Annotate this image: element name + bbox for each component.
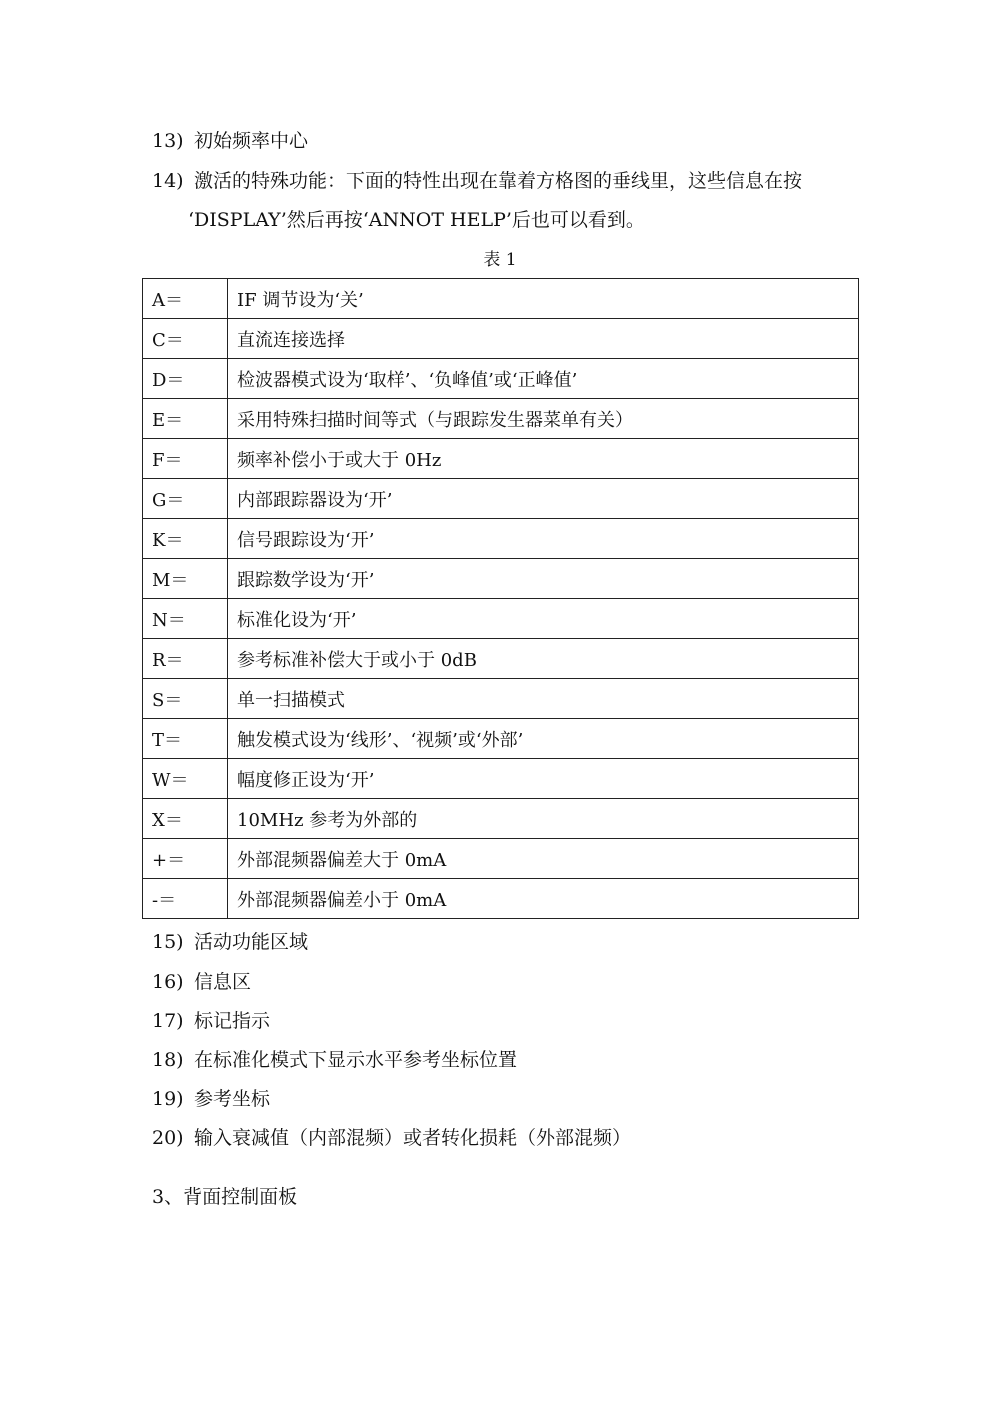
table-cell-desc: 直流连接选择 (228, 319, 859, 359)
table-cell-key: A＝ (143, 279, 228, 319)
table-row (143, 839, 859, 879)
table-row (143, 559, 859, 599)
table-row (143, 879, 859, 919)
item-number: 15) (152, 931, 184, 953)
item-number: 14) (152, 170, 184, 192)
item-number: 20) (152, 1127, 184, 1149)
table-row (143, 519, 859, 559)
table-cell-key: D＝ (143, 359, 228, 399)
table-cell-key: -＝ (143, 879, 228, 919)
item-number: 16) (152, 971, 184, 993)
table-row (143, 439, 859, 479)
function-legend-table (142, 278, 859, 919)
table-cell-desc: 单一扫描模式 (228, 679, 859, 719)
table-cell-desc: 触发模式设为‘线形’、‘视频’或‘外部’ (228, 719, 859, 759)
list-item-20 (152, 1126, 631, 1150)
table-cell-key: T＝ (143, 719, 228, 759)
item-text: 初始频率中心 (194, 130, 309, 152)
table-cell-desc: 外部混频器偏差大于 0mA (228, 839, 859, 879)
item-text: 参考坐标 (194, 1088, 271, 1110)
item-number: 17) (152, 1010, 184, 1032)
table-cell-key: +＝ (143, 839, 228, 879)
table-cell-key: K＝ (143, 519, 228, 559)
table-cell-key: E＝ (143, 399, 228, 439)
list-item-15 (152, 930, 308, 954)
table-cell-desc: 幅度修正设为‘开’ (228, 759, 859, 799)
table-row (143, 359, 859, 399)
item-number: 19) (152, 1088, 184, 1110)
table-cell-key: M＝ (143, 559, 228, 599)
table-row (143, 759, 859, 799)
table-cell-desc: 标准化设为‘开’ (228, 599, 859, 639)
table-cell-key: N＝ (143, 599, 228, 639)
table-cell-desc: 频率补偿小于或大于 0Hz (228, 439, 859, 479)
table-cell-key: C＝ (143, 319, 228, 359)
item-text: 活动功能区域 (194, 931, 309, 953)
table-cell-desc: IF 调节设为‘关’ (228, 279, 859, 319)
table-cell-key: W＝ (143, 759, 228, 799)
item-text: 输入衰减值（内部混频）或者转化损耗（外部混频） (194, 1127, 632, 1149)
table-row (143, 599, 859, 639)
table-caption: 表 1 (483, 250, 517, 270)
table-cell-desc: 参考标准补偿大于或小于 0dB (228, 639, 859, 679)
table-cell-key: R＝ (143, 639, 228, 679)
table-row (143, 679, 859, 719)
item-number: 18) (152, 1049, 184, 1071)
table-cell-desc: 10MHz 参考为外部的 (228, 799, 859, 839)
item-number: 13) (152, 130, 184, 152)
table-row (143, 799, 859, 839)
table-row (143, 719, 859, 759)
table-cell-desc: 外部混频器偏差小于 0mA (228, 879, 859, 919)
list-item-18 (152, 1048, 517, 1072)
table-cell-desc: 内部跟踪器设为‘开’ (228, 479, 859, 519)
item-text: 在标准化模式下显示水平参考坐标位置 (194, 1049, 518, 1071)
table-row (143, 479, 859, 519)
list-item-16 (152, 970, 251, 994)
list-item-19 (152, 1087, 270, 1111)
table-row (143, 279, 859, 319)
list-item-17 (152, 1009, 270, 1033)
table-row (143, 399, 859, 439)
table-cell-desc: 跟踪数学设为‘开’ (228, 559, 859, 599)
item-text: 标记指示 (194, 1010, 271, 1032)
list-item-13 (152, 129, 308, 153)
table-cell-key: X＝ (143, 799, 228, 839)
item-text: 激活的特殊功能：下面的特性出现在靠着方格图的垂线里，这些信息在按 (194, 170, 803, 192)
table-cell-key: G＝ (143, 479, 228, 519)
table-row (143, 639, 859, 679)
table-cell-desc: 信号跟踪设为‘开’ (228, 519, 859, 559)
table-cell-desc: 采用特殊扫描时间等式（与跟踪发生器菜单有关） (228, 399, 859, 439)
table-row (143, 319, 859, 359)
table-cell-key: F＝ (143, 439, 228, 479)
item-text: 信息区 (194, 971, 252, 993)
table-cell-desc: 检波器模式设为‘取样’、‘负峰值’或‘正峰值’ (228, 359, 859, 399)
list-item-14-continuation: ‘DISPLAY’然后再按‘ANNOT HELP’后也可以看到。 (188, 209, 645, 231)
section-heading: 3、背面控制面板 (152, 1186, 298, 1208)
list-item-14 (152, 169, 802, 193)
table-cell-key: S＝ (143, 679, 228, 719)
